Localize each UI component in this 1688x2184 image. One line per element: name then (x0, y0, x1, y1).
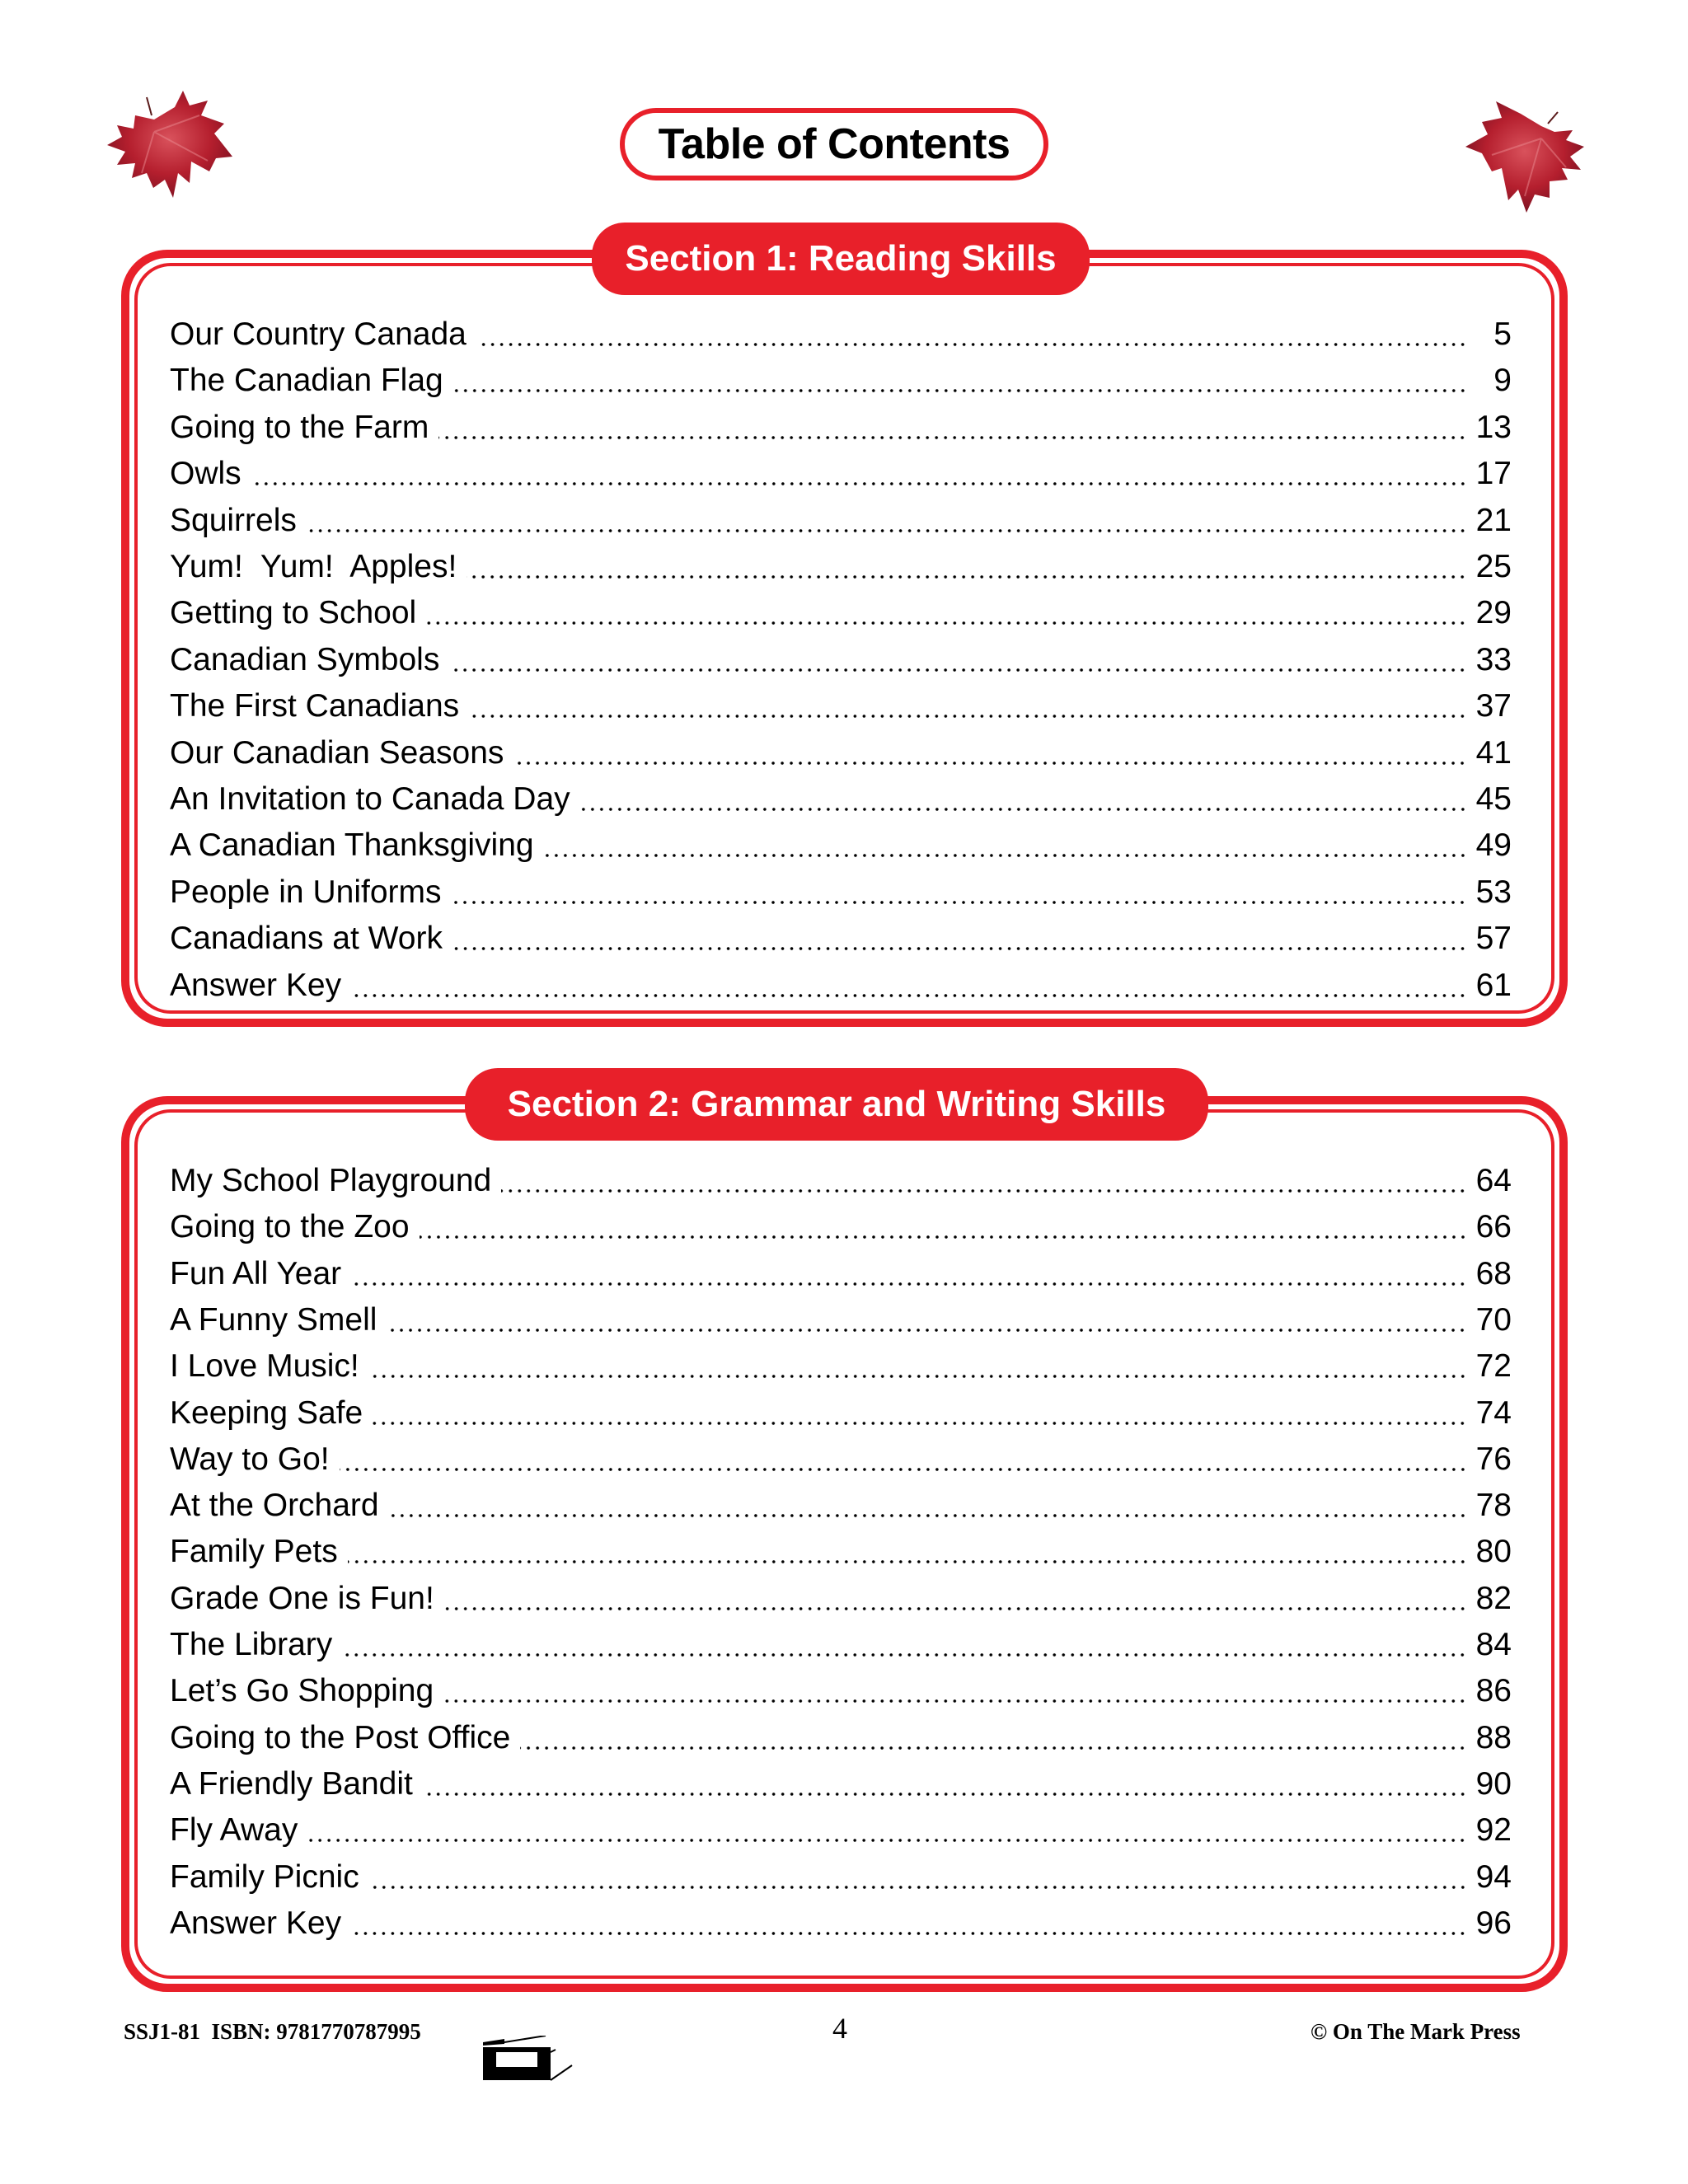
entry-title: A Funny Smell (170, 1301, 387, 1339)
entry-page: 57 (1475, 921, 1512, 957)
toc-entry[interactable] (170, 307, 1512, 354)
photocopier-icon (480, 2036, 579, 2085)
entry-title: A Friendly Bandit (170, 1765, 423, 1803)
toc-entry[interactable] (170, 958, 1512, 1005)
dot-leader (389, 1487, 1467, 1525)
entry-title: Going to the Zoo (170, 1208, 420, 1246)
entry-page: 72 (1475, 1348, 1512, 1385)
dot-leader (307, 1811, 1467, 1849)
entry-page: 61 (1475, 967, 1512, 1003)
entry-page: 5 (1493, 316, 1512, 352)
copyright: © On The Mark Press (1311, 2019, 1521, 2044)
toc-entry[interactable] (170, 633, 1512, 679)
dot-leader (452, 920, 1467, 958)
toc-entry[interactable] (170, 1339, 1512, 1385)
dot-leader (469, 687, 1467, 725)
toc-entry[interactable] (170, 1896, 1512, 1943)
footer-isbn: SSJ1-81 ISBN: 9781770787995 (124, 2019, 421, 2044)
toc-entry[interactable] (170, 1711, 1512, 1757)
entry-title: The Canadian Flag (170, 362, 453, 400)
toc-entry[interactable] (170, 1850, 1512, 1896)
dot-leader (342, 1626, 1467, 1664)
entry-page: 94 (1475, 1858, 1512, 1895)
toc-entry[interactable] (170, 1572, 1512, 1618)
toc-entry[interactable] (170, 1803, 1512, 1849)
toc-entry[interactable] (170, 1432, 1512, 1479)
section-2-heading-text: Section 2: Grammar and Writing Skills (507, 1084, 1166, 1124)
entry-title: Getting to School (170, 594, 426, 632)
entry-title: Keeping Safe (170, 1394, 373, 1432)
entry-page: 37 (1475, 688, 1512, 724)
toc-entry[interactable] (170, 912, 1512, 958)
section-2-heading (465, 1068, 1208, 1141)
toc-entry[interactable] (170, 1154, 1512, 1200)
entry-page: 68 (1475, 1255, 1512, 1291)
entry-page: 49 (1475, 827, 1512, 864)
dot-leader (438, 409, 1467, 447)
dot-leader (348, 1533, 1467, 1571)
entry-title: Going to the Post Office (170, 1719, 520, 1757)
entry-page: 9 (1493, 363, 1512, 399)
dot-leader (340, 1441, 1467, 1479)
entry-page: 90 (1475, 1765, 1512, 1802)
entry-page: 17 (1475, 456, 1512, 492)
page-title: Table of Contents (658, 120, 1010, 168)
section-1-heading-text: Section 1: Reading Skills (625, 238, 1057, 279)
dot-leader (369, 1347, 1467, 1385)
entry-title: Our Canadian Seasons (170, 734, 513, 772)
entry-title: Family Pets (170, 1533, 348, 1571)
entry-title: Way to Go! (170, 1441, 340, 1479)
dot-leader (451, 874, 1467, 912)
toc-entry[interactable] (170, 679, 1512, 725)
entry-page: 92 (1475, 1812, 1512, 1849)
entry-title: The Library (170, 1626, 342, 1664)
toc-entry[interactable] (170, 772, 1512, 818)
dot-leader (544, 827, 1467, 865)
entry-page: 29 (1475, 595, 1512, 631)
dot-leader (426, 594, 1467, 632)
toc-entry[interactable] (170, 354, 1512, 400)
entry-page: 88 (1475, 1719, 1512, 1755)
entry-page: 84 (1475, 1627, 1512, 1662)
dot-leader (467, 548, 1467, 586)
dot-leader (453, 362, 1467, 400)
dot-leader (351, 1905, 1467, 1943)
entry-title: Let’s Go Shopping (170, 1672, 443, 1710)
toc-entry[interactable] (170, 1293, 1512, 1339)
toc-entry[interactable] (170, 1757, 1512, 1803)
entry-page: 25 (1475, 549, 1512, 584)
entry-title: Grade One is Fun! (170, 1580, 444, 1618)
maple-leaf-icon (92, 82, 241, 206)
maple-leaf-icon (1442, 89, 1591, 217)
entry-title: Our Country Canada (170, 316, 476, 354)
dot-leader (513, 734, 1467, 772)
entry-title: At the Orchard (170, 1487, 389, 1525)
dot-leader (423, 1765, 1467, 1803)
dot-leader (476, 316, 1467, 354)
toc-entry[interactable] (170, 586, 1512, 632)
entry-page: 21 (1475, 502, 1512, 538)
toc-entry[interactable] (170, 865, 1512, 912)
entry-page: 13 (1475, 409, 1512, 445)
entry-title: Fun All Year (170, 1255, 351, 1293)
entry-page: 76 (1475, 1441, 1512, 1477)
entry-page: 33 (1475, 641, 1512, 677)
entry-title: Family Picnic (170, 1858, 369, 1896)
dot-leader (501, 1162, 1467, 1200)
toc-entry[interactable] (170, 818, 1512, 865)
dot-leader (351, 1255, 1467, 1293)
toc-entry[interactable] (170, 401, 1512, 447)
entry-page: 78 (1475, 1488, 1512, 1524)
page-number: 4 (832, 2012, 847, 2045)
toc-entry[interactable] (170, 1525, 1512, 1571)
entry-page: 96 (1475, 1905, 1512, 1941)
dot-leader (520, 1719, 1467, 1757)
entry-title: People in Uniforms (170, 874, 451, 912)
dot-leader (580, 780, 1467, 818)
entry-page: 82 (1475, 1580, 1512, 1616)
dot-leader (307, 502, 1467, 540)
entry-page: 86 (1475, 1673, 1512, 1709)
toc-entry[interactable] (170, 1618, 1512, 1664)
entry-title: Yum! Yum! Apples! (170, 548, 467, 586)
entry-title: Going to the Farm (170, 409, 438, 447)
dot-leader (443, 1672, 1467, 1710)
entry-title: I Love Music! (170, 1347, 369, 1385)
entry-page: 64 (1475, 1163, 1512, 1198)
entry-title: An Invitation to Canada Day (170, 780, 580, 818)
entry-title: Squirrels (170, 502, 307, 540)
toc-entry[interactable] (170, 447, 1512, 493)
section-1-heading (592, 223, 1090, 295)
entry-title: Answer Key (170, 967, 351, 1005)
toc-entry[interactable] (170, 540, 1512, 586)
entry-page: 45 (1475, 781, 1512, 817)
toc-entry[interactable] (170, 726, 1512, 772)
entry-title: Canadian Symbols (170, 641, 449, 679)
dot-leader (420, 1208, 1467, 1246)
entry-title: The First Canadians (170, 687, 469, 725)
entry-page: 66 (1475, 1209, 1512, 1245)
dot-leader (351, 967, 1467, 1005)
entry-title: Answer Key (170, 1905, 351, 1943)
entry-page: 41 (1475, 734, 1512, 771)
entry-page: 53 (1475, 874, 1512, 910)
dot-leader (449, 641, 1467, 679)
toc-entry[interactable] (170, 1664, 1512, 1710)
toc-entry[interactable] (170, 1200, 1512, 1246)
toc-entry[interactable] (170, 1386, 1512, 1432)
toc-entry[interactable] (170, 1479, 1512, 1525)
toc-entry[interactable] (170, 1247, 1512, 1293)
page-title-box (620, 108, 1048, 180)
toc-entry[interactable] (170, 494, 1512, 540)
dot-leader (369, 1858, 1467, 1896)
entry-title: Fly Away (170, 1811, 307, 1849)
dot-leader (387, 1301, 1467, 1339)
entry-title: Owls (170, 455, 251, 493)
dot-leader (251, 455, 1467, 493)
entry-page: 70 (1475, 1301, 1512, 1338)
dot-leader (373, 1394, 1467, 1432)
entry-title: My School Playground (170, 1162, 501, 1200)
entry-title: A Canadian Thanksgiving (170, 827, 544, 865)
entry-page: 74 (1475, 1394, 1512, 1431)
dot-leader (444, 1580, 1467, 1618)
entry-title: Canadians at Work (170, 920, 452, 958)
entry-page: 80 (1475, 1534, 1512, 1570)
